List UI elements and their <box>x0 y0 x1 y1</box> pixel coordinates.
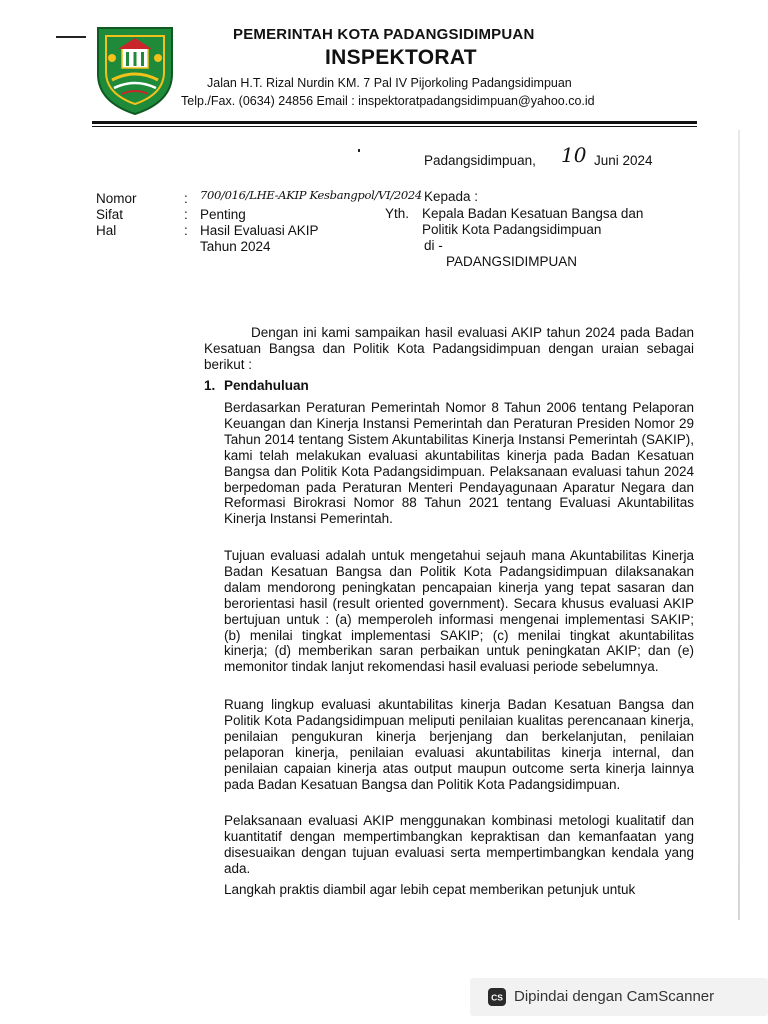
date-month-year: Juni 2024 <box>594 153 653 168</box>
recipient-line2: Politik Kota Padangsidimpuan <box>422 222 602 237</box>
sifat-value: Penting <box>200 207 246 222</box>
date-place: Padangsidimpuan, <box>424 153 536 168</box>
letterhead-agency: INSPEKTORAT <box>325 46 477 69</box>
letterhead-government: PEMERINTAH KOTA PADANGSIDIMPUAN <box>233 26 535 43</box>
nomor-value-handwritten: 700/016/LHE-AKIP Kesbangpol/VI/2024 <box>200 188 422 202</box>
camscanner-icon <box>488 988 506 1006</box>
intro-paragraph: Dengan ini kami sampaikan hasil evaluasi AKIP tahun 2024 pada Badan Kesatuan Bangsa dan Politik Kota Padangsidimpuan dengan uraian sebagai berikut : <box>204 325 694 372</box>
hal-value-line2: Tahun 2024 <box>200 239 271 254</box>
section-title: Pendahuluan <box>224 378 309 393</box>
date-day-handwritten: 10 <box>561 143 587 167</box>
paragraph-scope: Ruang lingkup evaluasi akuntabilitas kinerja Badan Kesatuan Bangsa dan Politik Kota Padangsidimpuan meliputi penilaian kualitas perencanaan kinerja, penilaian pengukuran kinerja berjenjang dan berkelanjutan, penilaian pelaporan kinerja, penilaian evaluasi akuntabilitas kinerja internal, dan penilaian capaian kinerja atas output maupun outcome serta kinerja lainnya pada Badan Kesatuan Bangsa dan Politik Kota Padangsidimpuan. <box>224 697 694 792</box>
letterhead-contact: Telp./Fax. (0634) 24856 Email : inspektoratpadangsidimpuan@yahoo.co.id <box>181 94 595 108</box>
city-emblem-logo <box>92 22 178 118</box>
letterhead-address: Jalan H.T. Rizal Nurdin KM. 7 Pal IV Pijorkoling Padangsidimpuan <box>207 76 572 90</box>
section-number: 1. <box>204 378 216 393</box>
scan-edge-shadow <box>738 130 740 920</box>
svg-text:CS: CS <box>491 992 503 1003</box>
scan-mark <box>56 36 86 38</box>
recipient-line1: Kepala Badan Kesatuan Bangsa dan <box>422 206 644 221</box>
paragraph-objectives: Tujuan evaluasi adalah untuk mengetahui sejauh mana Akuntabilitas Kinerja Badan Kesatuan Bangsa dan Politik Kota Padangsidimpuan dilaksanakan dalam mendorong peningkatan pencapaian kinerja yang tepat sasaran dan berorientasi hasil (result oriented government). Secara khusus evaluasi AKIP bertujuan untuk : (a) memperoleh informasi mengenai implementasi SAKIP; (b) menilai tingkat implementasi SAKIP; (c) menilai tingkat akuntabilitas kinerja; (d) memberikan saran perbaikan untuk peningkatan AKIP; dan (e) memonitor tindak lanjut rekomendasi hasil evaluasi periode sebelumnya. <box>224 548 694 675</box>
recipient-di: di - <box>424 238 443 253</box>
scan-speck <box>358 149 360 152</box>
camscanner-text: Dipindai dengan CamScanner <box>514 988 715 1005</box>
letterhead-divider-thick <box>92 121 697 124</box>
paragraph-methodology: Pelaksanaan evaluasi AKIP menggunakan kombinasi metologi kualitatif dan kuantitatif dengan mempertimbangkan kepraktisan dan kemanfaatan yang disesuaikan dengan tujuan evaluasi serta mempertimbangkan kendala yang ada. <box>224 813 694 876</box>
hal-colon: : <box>184 223 188 238</box>
nomor-label: Nomor <box>96 191 137 206</box>
sifat-colon: : <box>184 207 188 222</box>
hal-label: Hal <box>96 223 117 238</box>
letterhead-divider-thin <box>92 126 697 127</box>
paragraph-practical-steps: Langkah praktis diambil agar lebih cepat memberikan petunjuk untuk <box>224 882 636 897</box>
recipient-kepada: Kepada : <box>424 189 479 204</box>
sifat-label: Sifat <box>96 207 124 222</box>
recipient-yth: Yth. <box>385 206 410 221</box>
hal-value-line1: Hasil Evaluasi AKIP <box>200 223 319 238</box>
paragraph-legal-basis: Berdasarkan Peraturan Pemerintah Nomor 8 Tahun 2006 tentang Pelaporan Keuangan dan Kinerja Instansi Pemerintah dan Peraturan Presiden Nomor 29 Tahun 2014 tentang Sistem Akuntabilitas Kinerja Instansi Pemerintah (SAKIP), kami telah melakukan evaluasi akuntabilitas kinerja pada Badan Kesatuan Bangsa dan Politik Kota Padangsidimpuan. Pelaksanaan evaluasi tahun 2024 berpedoman pada Peraturan Menteri Pendayagunaan Aparatur Negara dan Reformasi Birokrasi Nomor 88 Tahun 2021 tentang Evaluasi Akuntabilitas Kinerja Instansi Pemerintah. <box>224 400 694 527</box>
recipient-city: PADANGSIDIMPUAN <box>446 254 578 269</box>
nomor-colon: : <box>184 191 188 206</box>
